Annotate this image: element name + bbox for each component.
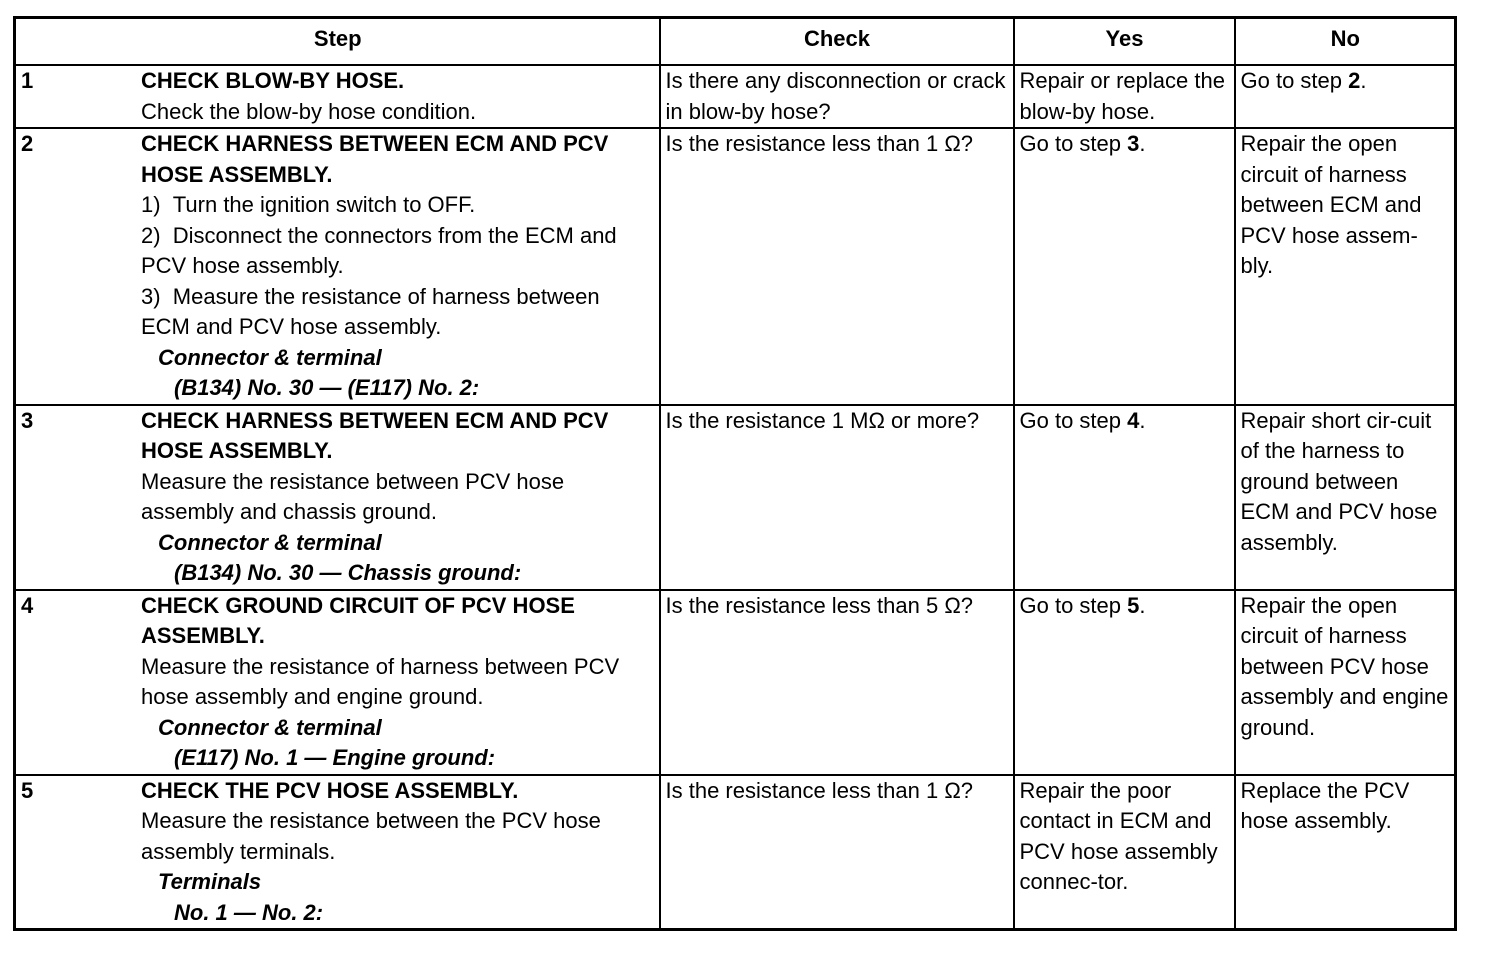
step-body bbox=[141, 776, 655, 929]
header-yes: Yes bbox=[1014, 18, 1235, 66]
yes-cell bbox=[1014, 128, 1235, 405]
table-row bbox=[15, 590, 1456, 775]
yes-step-ref: 5 bbox=[1127, 592, 1140, 618]
instruction-line: Measure the resistance of harness between PCV hose assembly and engine ground. bbox=[141, 653, 620, 709]
yes-step-ref: 4 bbox=[1127, 407, 1140, 433]
yes-suffix: . bbox=[1139, 407, 1146, 433]
no-cell bbox=[1235, 405, 1456, 590]
step-title: CHECK GROUND CIRCUIT OF PCV HOSE ASSEMBLY. bbox=[141, 592, 575, 648]
check-cell: Is the resistance less than 1 Ω? bbox=[660, 128, 1014, 405]
no-cell bbox=[1235, 65, 1456, 128]
diagnostic-table bbox=[13, 16, 1457, 931]
step-cell bbox=[15, 405, 660, 590]
header-no: No bbox=[1235, 18, 1456, 66]
instruction-line: 2) Disconnect the connectors from the ECM and PCV hose assembly. bbox=[141, 222, 617, 278]
yes-suffix: . bbox=[1139, 131, 1146, 156]
step-number: 4 bbox=[21, 592, 34, 618]
step-cell bbox=[15, 590, 660, 775]
table-row bbox=[15, 65, 1456, 128]
table-row bbox=[15, 775, 1456, 930]
yes-text: Go to step bbox=[1019, 131, 1128, 156]
yes-cell bbox=[1014, 590, 1235, 775]
connector-value: (B134) No. 30 — (E117) No. 2: bbox=[174, 375, 480, 400]
instruction-line: 1) Turn the ignition switch to OFF. bbox=[141, 192, 476, 217]
yes-cell bbox=[1014, 65, 1235, 128]
table-body bbox=[15, 65, 1456, 930]
step-cell bbox=[15, 128, 660, 405]
connector-label: Terminals bbox=[158, 869, 262, 894]
connector-value: (B134) No. 30 — Chassis ground: bbox=[174, 560, 522, 585]
step-body bbox=[141, 591, 655, 774]
yes-step-ref: 3 bbox=[1127, 131, 1140, 156]
no-cell bbox=[1235, 590, 1456, 775]
yes-text: Go to step bbox=[1019, 407, 1128, 433]
table-row bbox=[15, 128, 1456, 405]
step-number: 5 bbox=[21, 777, 34, 803]
step-body bbox=[141, 129, 655, 404]
step-title: CHECK HARNESS BETWEEN ECM AND PCV HOSE ASSEMBLY. bbox=[141, 131, 609, 187]
no-cell bbox=[1235, 128, 1456, 405]
check-cell: Is the resistance 1 MΩ or more? bbox=[660, 405, 1014, 590]
connector-value: No. 1 — No. 2: bbox=[174, 899, 324, 925]
step-title: CHECK HARNESS BETWEEN ECM AND PCV HOSE ASSEMBLY. bbox=[141, 407, 609, 463]
header-check: Check bbox=[660, 18, 1014, 66]
yes-suffix: . bbox=[1139, 592, 1146, 618]
step-instructions bbox=[141, 97, 655, 128]
no-step-ref: 2 bbox=[1348, 68, 1361, 93]
step-cell bbox=[15, 775, 660, 930]
step-number: 2 bbox=[21, 131, 34, 156]
step-cell bbox=[15, 65, 660, 128]
yes-text: Repair the poor contact in ECM and PCV hose assembly connec-tor. bbox=[1019, 777, 1218, 894]
no-text: Repair short cir-cuit of the harness to ground between ECM and PCV hose assembly. bbox=[1240, 407, 1438, 555]
instruction-line: Measure the resistance between PCV hose assembly and chassis ground. bbox=[141, 468, 565, 524]
connector-label: Connector & terminal bbox=[158, 529, 382, 555]
step-instructions bbox=[141, 467, 655, 528]
step-instructions bbox=[141, 806, 655, 867]
instruction-line: Check the blow-by hose condition. bbox=[141, 98, 477, 124]
step-number: 1 bbox=[21, 68, 34, 93]
instruction-line: 3) Measure the resistance of harness between ECM and PCV hose assembly. bbox=[141, 283, 600, 339]
step-title: CHECK BLOW-BY HOSE. bbox=[141, 68, 405, 93]
no-text: Go to step bbox=[1240, 68, 1349, 93]
connector-label: Connector & terminal bbox=[158, 344, 382, 370]
no-suffix: . bbox=[1360, 68, 1367, 93]
header-step: Step bbox=[15, 18, 660, 66]
step-instructions bbox=[141, 652, 655, 713]
no-text: Repair the open circuit of harness between PCV hose assembly and engine ground. bbox=[1240, 592, 1449, 740]
connector-value: (E117) No. 1 — Engine ground: bbox=[174, 745, 496, 770]
step-body bbox=[141, 66, 655, 127]
check-cell: Is there any disconnection or crack in blow-by hose? bbox=[660, 65, 1014, 128]
step-number: 3 bbox=[21, 407, 34, 433]
yes-text: Repair or replace the blow-by hose. bbox=[1019, 68, 1225, 124]
check-cell: Is the resistance less than 1 Ω? bbox=[660, 775, 1014, 930]
yes-cell bbox=[1014, 405, 1235, 590]
no-cell bbox=[1235, 775, 1456, 930]
yes-cell bbox=[1014, 775, 1235, 930]
header-row bbox=[15, 18, 1456, 66]
step-instructions bbox=[141, 190, 655, 343]
connector-label: Connector & terminal bbox=[158, 714, 382, 740]
table-row bbox=[15, 405, 1456, 590]
check-cell: Is the resistance less than 5 Ω? bbox=[660, 590, 1014, 775]
instruction-line: Measure the resistance between the PCV hose assembly terminals. bbox=[141, 808, 601, 864]
no-text: Repair the open circuit of harness between ECM and PCV hose assem-bly. bbox=[1240, 131, 1422, 278]
no-text: Replace the PCV hose assembly. bbox=[1240, 777, 1410, 833]
step-body bbox=[141, 406, 655, 589]
yes-text: Go to step bbox=[1019, 592, 1128, 618]
step-title: CHECK THE PCV HOSE ASSEMBLY. bbox=[141, 777, 519, 803]
